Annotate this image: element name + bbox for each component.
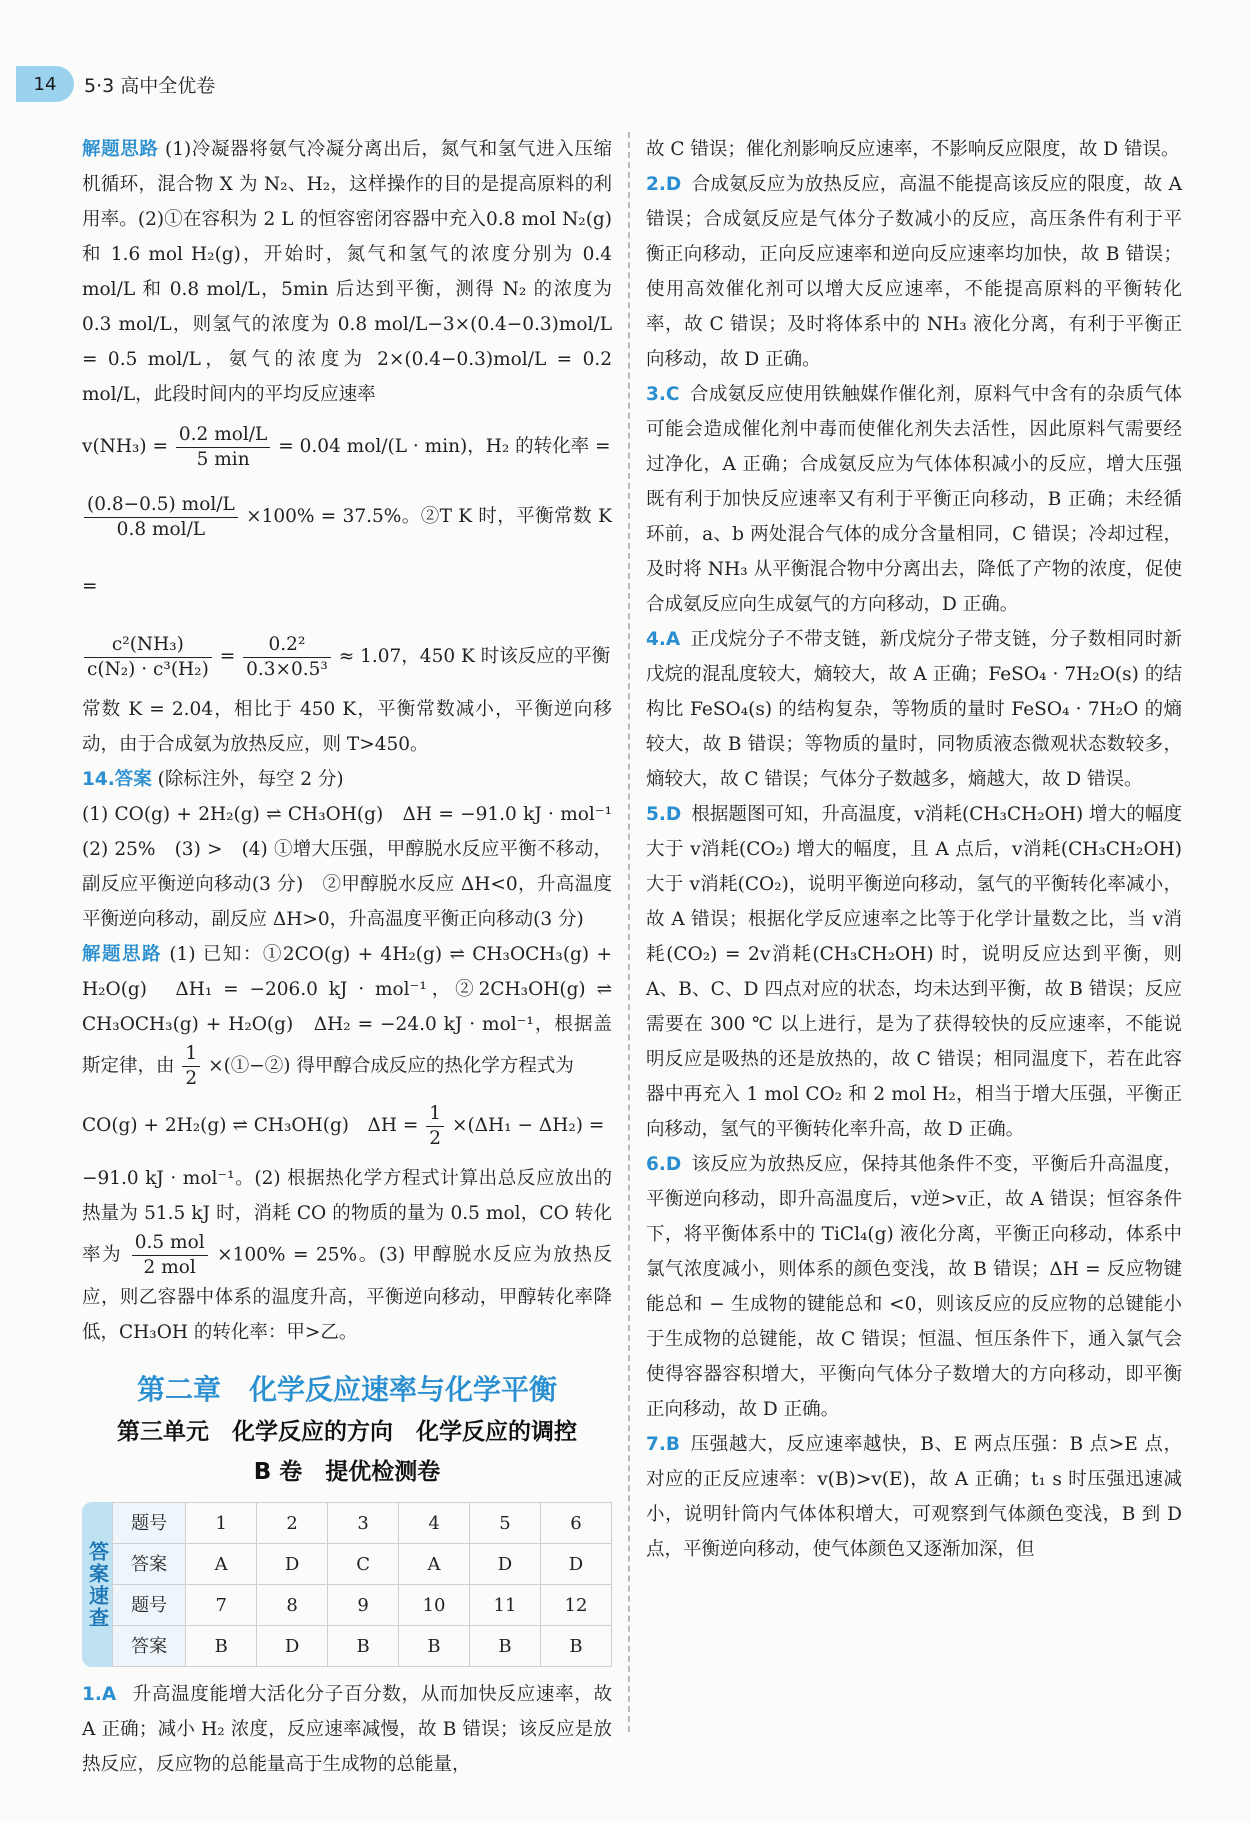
fraction: $\frac{\text{(0.8−0.5) mol/L}}{\text{0.8 mol/L}}$	[84, 493, 238, 542]
answer-quick-check	[82, 1502, 612, 1667]
chapter-title: 第二章 化学反应速率与化学平衡	[136, 1373, 557, 1406]
fraction: $\frac{\text{0.2 mol/L}}{5 \min}$	[176, 423, 270, 472]
paper-title: B 卷 提优检测卷	[253, 1459, 441, 1485]
paragraph: 常数 K = 2.04，相比于 450 K，平衡常数减小，平衡逆向移动，由于合成氨为放热反应，则 T>450。	[82, 699, 612, 755]
q13-solution: 解题思路 (1)冷凝器将氨气冷凝分离出后，氮气和氢气进入压缩机循环，混合物 X 为 N₂、H₂，这样操作的目的是提高原料的利用率。(2)①在容积为 2 L 的恒容密闭容器中充入0.8 mol N₂(g)和 1.6 mol H₂(g)，开始时，氮气和氢气的浓度分别为 0.4 mol/L 和 0.8 mol/L，5min 后达到平衡，测得 N₂ 的浓度为 0.3 mol/L，则氢气的浓度为 0.8 mol/L−3×(0.4−0.3)mol/L = 0.5 mol/L，氨气的浓度为 2×(0.4−0.3)mol/L = 0.2 mol/L，此段时间内的平均反应速率	[82, 139, 612, 405]
formula-line: CO(g) + 2H₂(g) ⇌ CH₃OH(g) ΔH = $\frac{1}{2}$ ×(ΔH₁ − ΔH₂) =	[82, 1102, 605, 1149]
q5-explanation: 5.D 根据题图可知，升高温度，v消耗(CH₃CH₂OH) 增大的幅度大于 v消耗(CO₂) 增大的幅度，且 A 点后，v消耗(CH₃CH₂OH) 大于 v消耗(CO₂)，说明平衡逆向移动，氢气的平衡转化率减小，故 A 错误；根据化学反应速率之比等于化学计量数之比，当 v消耗(CO₂) = 2v消耗(CH₃CH₂OH) 时，说明反应达到平衡，则 A、B、C、D 四点对应的状态，均未达到平衡，故 B 错误；反应需要在 300 ℃ 以上进行，是为了获得较快的反应速率，不能说明反应是吸热的还是放热的，故 C 错误；相同温度下，若在此容器中再充入 1 mol CO₂ 和 2 mol H₂，相当于增大压强，平衡正向移动，氢气的平衡转化率升高，故 D 正确。	[646, 804, 1182, 1140]
solution-label: 解题思路	[82, 139, 159, 160]
q14-solution: 解题思路 (1) 已知：①2CO(g) + 4H₂(g) ⇌ CH₃OCH₃(g) + H₂O(g) ΔH₁ = −206.0 kJ · mol⁻¹，②2CH₃OH(g) ⇌ CH₃OCH₃(g) + H₂O(g) ΔH₂ = −24.0 kJ · mol⁻¹，根据盖斯定律，由 $\frac{1}{2}$ ×(①−②) 得甲醇合成反应的热化学方程式为	[82, 944, 612, 1089]
q1-explanation: 1.A 升高温度能增大活化分子百分数，从而加快反应速率，故 A 正确；减小 H₂ 浓度，反应速率减慢，故 B 错误；该反应是放热反应，反应物的总能量高于生成物的总能量，	[82, 1684, 612, 1775]
q4-explanation: 4.A 正戊烷分子不带支链，新戊烷分子带支链，分子数相同时新戊烷的混乱度较大，熵较大，故 A 正确；FeSO₄ · 7H₂O(s) 的结构比 FeSO₄(s) 的结构复杂，等物质的量时 FeSO₄ · 7H₂O 的熵较大，故 B 错误；等物质的量时，同物质液态微观状态数较多，熵较大，故 C 错误；气体分子数越多，熵越大，故 D 错误。	[646, 629, 1182, 790]
fraction: $\frac{1}{2}$	[426, 1102, 444, 1151]
q1-explanation-cont: 故 C 错误；催化剂影响反应速率，不影响反应限度，故 D 错误。	[646, 139, 1180, 160]
table-row: 题号 1 2 3 4 5 6	[113, 1503, 612, 1544]
left-column	[82, 132, 631, 1782]
q14-answer: 14.答案 (除标注外，每空 2 分)	[82, 769, 344, 790]
paragraph: −91.0 kJ · mol⁻¹。(2) 根据热化学方程式计算出总反应放出的热量为 51.5 kJ 时，消耗 CO 的物质的量为 0.5 mol，CO 转化率为 $\frac{\text{0.5 mol}}{\text{2 mol}}$ ×100% = 25%。(3) 甲醇脱水反应为放热反应，则乙容器中体系的温度升高，平衡逆向移动，甲醇转化率降低，CH₃OH 的转化率：甲>乙。	[82, 1168, 612, 1343]
formula-line: $\frac{\text{(0.8−0.5) mol/L}}{\text{0.8 mol/L}}$ ×100% = 37.5%。②T K 时，平衡常数 K =	[82, 493, 613, 597]
unit-title: 第三单元 化学反应的方向 化学反应的调控	[117, 1419, 577, 1445]
q3-explanation: 3.C 合成氨反应使用铁触媒作催化剂，原料气中含有的杂质气体可能会造成催化剂中毒而使催化剂失去活性，因此原料气需要经过净化，A 正确；合成氨反应为气体体积减小的反应，增大压强既有利于加快反应速率又有利于平衡正向移动，B 正确；未经循环前，a、b 两处混合气体的成分含量相同，C 错误；冷却过程，及时将 NH₃ 从平衡混合物中分离出去，降低了产物的浓度，促使合成氨反应向生成氨气的方向移动，D 正确。	[646, 384, 1182, 615]
page-header	[16, 66, 215, 102]
formula-line: $\frac{\text{c²(NH₃)}}{\text{c(N₂) · c³(H₂)}}$ = $\frac{\text{0.2²}}{\text{0.3×0.5³}}$ ≈ 1.07，450 K 时该反应的平衡	[82, 622, 612, 692]
book-title: 5·3 高中全优卷	[84, 74, 216, 97]
q14-answer-text: (1) CO(g) + 2H₂(g) ⇌ CH₃OH(g) ΔH = −91.0 kJ · mol⁻¹ (2) 25% (3) > (4) ①增大压强，甲醇脱水反应平衡不移动，副反应平衡逆向移动(3 分) ②甲醇脱水反应 ΔH<0，升高温度平衡逆向移动，副反应 ΔH>0，升高温度平衡正向移动(3 分)	[82, 804, 631, 930]
page-number: 14	[16, 66, 74, 102]
fraction: $\frac{\text{c²(NH₃)}}{\text{c(N₂) · c³(H₂)}}$	[84, 633, 212, 682]
formula-line: v(NH₃) = $\frac{\text{0.2 mol/L}}{5 \min}$ = 0.04 mol/(L · min)，H₂ 的转化率 =	[82, 423, 611, 470]
q7-explanation: 7.B 压强越大，反应速率越快，B、E 两点压强：B 点>E 点，对应的正反应速率：v(B)>v(E)，故 A 正确；t₁ s 时压强迅速减小，说明针筒内气体体积增大，可观察到气体颜色变浅，B 到 D 点，平衡逆向移动，使气体颜色又逐渐加深，但	[646, 1434, 1182, 1560]
column-divider	[628, 132, 630, 1732]
q6-explanation: 6.D 该反应为放热反应，保持其他条件不变，平衡后升高温度，平衡逆向移动，即升高温度后，v逆>v正，故 A 错误；恒容条件下，将平衡体系中的 TiCl₄(g) 液化分离，平衡正向移动，体系中氯气浓度减小，则体系的颜色变浅，故 B 错误；ΔH = 反应物键能总和 − 生成物的键能总和 <0，则该反应的反应物的总键能小于生成物的总键能，故 C 错误；恒温、恒压条件下，通入氯气会使得容器容积增大，平衡向气体分子数增大的方向移动，即平衡正向移动，故 D 正确。	[646, 1154, 1182, 1420]
fraction: $\frac{\text{0.5 mol}}{\text{2 mol}}$	[132, 1231, 208, 1280]
table-row: 答案 A D C A D D	[113, 1544, 612, 1585]
table-row: 答案 B D B B B B	[113, 1626, 612, 1667]
table-row: 题号 7 8 9 10 11 12	[113, 1585, 612, 1626]
fraction: $\frac{1}{2}$	[182, 1042, 200, 1091]
fraction: $\frac{\text{0.2²}}{\text{0.3×0.5³}}$	[243, 633, 331, 682]
answer-table	[112, 1502, 612, 1667]
right-column	[646, 132, 1182, 1567]
q2-explanation: 2.D 合成氨反应为放热反应，高温不能提高该反应的限度，故 A 错误；合成氨反应是气体分子数减小的反应，高压条件有利于平衡正向移动，正向反应速率和逆向反应速率均加快，故 B 错误；使用高效催化剂可以增大反应速率，不能提高原料的平衡转化率，故 C 错误；及时将体系中的 NH₃ 液化分离，有利于平衡正向移动，故 D 正确。	[646, 174, 1182, 370]
quick-check-label: 答案速查	[82, 1502, 112, 1667]
